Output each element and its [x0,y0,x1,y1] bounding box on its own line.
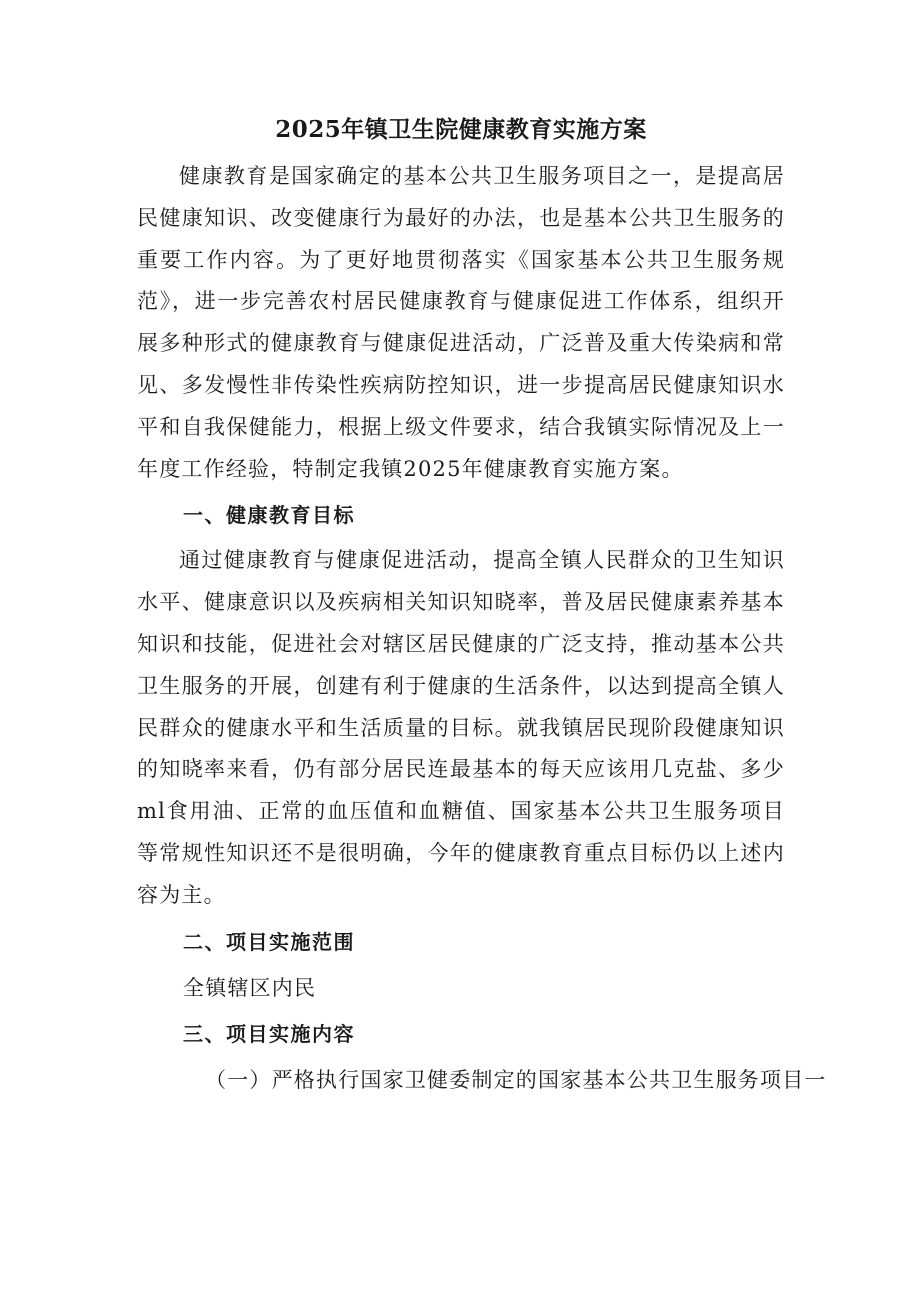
section-body-content: （一）严格执行国家卫健委制定的国家基本公共卫生服务项目一 [205,1067,827,1092]
document-title: 2025年镇卫生院健康教育实施方案 [275,116,647,143]
section-body-scope: 全镇辖区内民 [183,975,317,1000]
section-heading-content: 三、项目实施内容 [183,1021,355,1046]
document-body [137,112,827,1101]
section-heading-scope: 二、项目实施范围 [183,929,355,954]
intro-paragraph: 健康教育是国家确定的基本公共卫生服务项目之一，是提高居民健康知识、改变健康行为最好的办法，也是基本公共卫生服务的重要工作内容。为了更好地贯彻落实《国家基本公共卫生服务规范》，进一步完善农村居民健康教育与健康促进工作体系，组织开展多种形式的健康教育与健康促进活动，广泛普及重大传染病和常见、多发慢性非传染性疾病防控知识，进一步提高居民健康知识水平和自我保健能力，根据上级文件要求，结合我镇实际情况及上一年度工作经验，特制定我镇2025年健康教育实施方案。 [137,164,785,481]
section-heading-goals: 一、健康教育目标 [183,503,355,528]
section-body-goals: 通过健康教育与健康促进活动，提高全镇人民群众的卫生知识水平、健康意识以及疾病相关知识知晓率，普及居民健康素养基本知识和技能，促进社会对辖区居民健康的广泛支持，推动基本公共卫生服务的开展，创建有利于健康的生活条件，以达到提高全镇人民群众的健康水平和生活质量的目标。就我镇居民现阶段健康知识的知晓率来看，仍有部分居民连最基本的每天应该用几克盐、多少ml食用油、正常的血压值和血糖值、国家基本公共卫生服务项目等常规性知识还不是很明确，今年的健康教育重点目标仍以上述内容为主。 [137,548,785,907]
